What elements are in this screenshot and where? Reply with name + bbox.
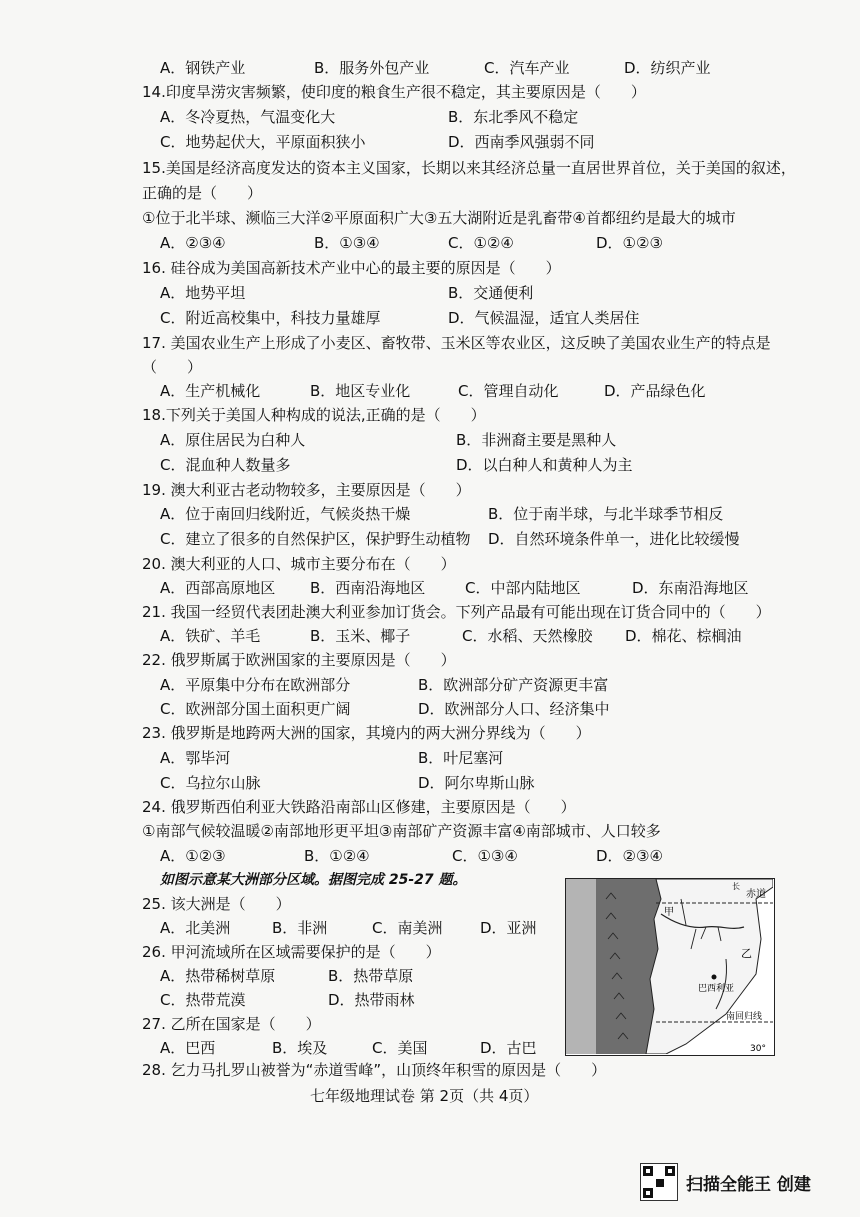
q23-opts-2-option: C．乌拉尔山脉 bbox=[160, 774, 261, 792]
question-q18: 18.下列关于美国人种构成的说法,正确的是（ ） bbox=[142, 406, 486, 424]
question-q27: 27. 乙所在国家是（ ） bbox=[142, 1015, 321, 1033]
q14-opts-2-option: D．西南季风强弱不同 bbox=[448, 133, 595, 151]
q25-opts-option: A．北美洲 bbox=[160, 919, 231, 937]
q14-opts-1-option: B．东北季风不稳定 bbox=[448, 108, 579, 126]
q21-opts-option: B．玉米、椰子 bbox=[310, 627, 411, 645]
question-q15b: 正确的是（ ） bbox=[142, 184, 263, 202]
q19-opts-2-option: C．建立了很多的自然保护区，保护野生动植物 bbox=[160, 530, 471, 548]
q20-opts-option: A．西部高原地区 bbox=[160, 579, 276, 597]
q16-opts-2-option: C．附近高校集中，科技力量雄厚 bbox=[160, 309, 381, 327]
map-svg bbox=[566, 879, 773, 1054]
q25-opts-option: C．南美洲 bbox=[372, 919, 443, 937]
q18-opts-1-option: B．非洲裔主要是黑种人 bbox=[456, 431, 617, 449]
q22-opts-2-option: C．欧洲部分国土面积更广阔 bbox=[160, 700, 351, 718]
question-q23: 23. 俄罗斯是地跨两大洲的国家，其境内的两大洲分界线为（ ） bbox=[142, 724, 591, 742]
figure-intro: 如图示意某大洲部分区域。据图完成 25-27 题。 bbox=[160, 872, 467, 888]
q24-opts-option: B．①②④ bbox=[304, 847, 370, 865]
q27-opts-option: A．巴西 bbox=[160, 1039, 216, 1057]
question-q24b: ①南部气候较温暖②南部地形更平坦③南部矿产资源丰富④南部城市、人口较多 bbox=[142, 822, 661, 840]
question-q20: 20. 澳大利亚的人口、城市主要分布在（ ） bbox=[142, 555, 456, 573]
q22-opts-2-option: D．欧洲部分人口、经济集中 bbox=[418, 700, 610, 718]
scanner-badge bbox=[640, 1162, 811, 1202]
q26-opts-2-option: D．热带雨林 bbox=[328, 991, 415, 1009]
question-q24: 24. 俄罗斯西伯利亚大铁路沿南部山区修建，主要原因是（ ） bbox=[142, 798, 576, 816]
question-q21: 21. 我国一经贸代表团赴澳大利亚参加订货会。下列产品最有可能出现在订货合同中的（ ） bbox=[142, 603, 771, 621]
q26-opts-1-option: B．热带草原 bbox=[328, 967, 414, 985]
q14-opts-1-option: A．冬冷夏热，气温变化大 bbox=[160, 108, 336, 126]
q18-opts-2-option: C．混血种人数量多 bbox=[160, 456, 291, 474]
question-q19: 19. 澳大利亚古老动物较多，主要原因是（ ） bbox=[142, 481, 471, 499]
q25-opts-option: D．亚洲 bbox=[480, 919, 537, 937]
map-label-equator: 赤道 bbox=[746, 889, 766, 900]
map-label-top: 长 bbox=[732, 882, 740, 891]
q23-opts-2-option: D．阿尔卑斯山脉 bbox=[418, 774, 535, 792]
question-q22: 22. 俄罗斯属于欧洲国家的主要原因是（ ） bbox=[142, 651, 456, 669]
q27-opts-option: B．埃及 bbox=[272, 1039, 328, 1057]
map-label-brasilia: 巴西利亚 bbox=[698, 984, 735, 994]
q15-opts-option: C．①②④ bbox=[448, 234, 514, 252]
q14-opts-2-option: C．地势起伏大，平原面积狭小 bbox=[160, 133, 366, 151]
q21-opts-option: A．铁矿、羊毛 bbox=[160, 627, 261, 645]
question-q25: 25. 该大洲是（ ） bbox=[142, 895, 291, 913]
q16-opts-2-option: D．气候温湿，适宜人类居住 bbox=[448, 309, 640, 327]
q15-opts-option: D．①②③ bbox=[596, 234, 663, 252]
q26-opts-2-option: C．热带荒漠 bbox=[160, 991, 246, 1009]
q16-opts-1-option: B．交通便利 bbox=[448, 284, 534, 302]
q19-opts-2-option: D．自然环境条件单一，进化比较缓慢 bbox=[488, 530, 740, 548]
q21-opts-option: C．水稻、天然橡胶 bbox=[462, 627, 593, 645]
q17-opts-option: D．产品绿色化 bbox=[604, 382, 706, 400]
page-footer: 七年级地理试卷 第 2页（共 4页） bbox=[310, 1087, 539, 1105]
question-q17b: （ ） bbox=[142, 358, 203, 376]
map-label-yi: 乙 bbox=[741, 947, 752, 960]
q13-opts-option: B．服务外包产业 bbox=[314, 59, 430, 77]
scanner-badge-text: 扫描全能王 创建 bbox=[686, 1174, 811, 1195]
q13-opts-option: D．纺织产业 bbox=[624, 59, 711, 77]
question-q28: 28. 乞力马扎罗山被誉为“赤道雪峰”，山顶终年积雪的原因是（ ） bbox=[142, 1061, 607, 1079]
map-label-tropic: 南回归线 bbox=[726, 1012, 763, 1022]
q13-opts-option: C．汽车产业 bbox=[484, 59, 570, 77]
q23-opts-1-option: A．鄂毕河 bbox=[160, 749, 231, 767]
q19-opts-1-option: B．位于南半球，与北半球季节相反 bbox=[488, 505, 724, 523]
qr-code-icon bbox=[640, 1163, 678, 1201]
map-label-jia: 甲 bbox=[664, 907, 674, 918]
q25-opts-option: B．非洲 bbox=[272, 919, 328, 937]
map-label-30: 30° bbox=[750, 1044, 766, 1054]
q22-opts-1-option: B．欧洲部分矿产资源更丰富 bbox=[418, 676, 609, 694]
q17-opts-option: B．地区专业化 bbox=[310, 382, 411, 400]
q24-opts-option: A．①②③ bbox=[160, 847, 226, 865]
region-map bbox=[565, 878, 775, 1056]
q13-opts-option: A．钢铁产业 bbox=[160, 59, 246, 77]
q26-opts-1-option: A．热带稀树草原 bbox=[160, 967, 276, 985]
question-q17a: 17. 美国农业生产上形成了小麦区、畜牧带、玉米区等农业区，这反映了美国农业生产的特点是 bbox=[142, 334, 771, 352]
q19-opts-1-option: A．位于南回归线附近，气候炎热干燥 bbox=[160, 505, 411, 523]
question-q15a: 15.美国是经济高度发达的资本主义国家，长期以来其经济总量一直居世界首位，关于美国的叙述， bbox=[142, 159, 796, 177]
q17-opts-option: A．生产机械化 bbox=[160, 382, 261, 400]
q24-opts-option: C．①③④ bbox=[452, 847, 518, 865]
q27-opts-option: D．古巴 bbox=[480, 1039, 537, 1057]
q20-opts-option: B．西南沿海地区 bbox=[310, 579, 426, 597]
question-q14: 14.印度旱涝灾害频繁，使印度的粮食生产很不稳定，其主要原因是（ ） bbox=[142, 83, 646, 101]
q20-opts-option: D．东南沿海地区 bbox=[632, 579, 749, 597]
q23-opts-1-option: B．叶尼塞河 bbox=[418, 749, 504, 767]
q21-opts-option: D．棉花、棕榈油 bbox=[625, 627, 742, 645]
q18-opts-2-option: D．以白种人和黄种人为主 bbox=[456, 456, 633, 474]
question-q26: 26. 甲河流域所在区域需要保护的是（ ） bbox=[142, 943, 441, 961]
q15-opts-option: A．②③④ bbox=[160, 234, 226, 252]
question-q16: 16. 硅谷成为美国高新技术产业中心的最主要的原因是（ ） bbox=[142, 259, 561, 277]
q22-opts-1-option: A．平原集中分布在欧洲部分 bbox=[160, 676, 351, 694]
q17-opts-option: C．管理自动化 bbox=[458, 382, 559, 400]
q27-opts-option: C．美国 bbox=[372, 1039, 428, 1057]
q24-opts-option: D．②③④ bbox=[596, 847, 663, 865]
question-q15c: ①位于北半球、濒临三大洋②平原面积广大③五大湖附近是乳畜带④首都纽约是最大的城市 bbox=[142, 209, 736, 227]
q18-opts-1-option: A．原住居民为白种人 bbox=[160, 431, 306, 449]
q16-opts-1-option: A．地势平坦 bbox=[160, 284, 246, 302]
q20-opts-option: C．中部内陆地区 bbox=[465, 579, 581, 597]
q15-opts-option: B．①③④ bbox=[314, 234, 380, 252]
